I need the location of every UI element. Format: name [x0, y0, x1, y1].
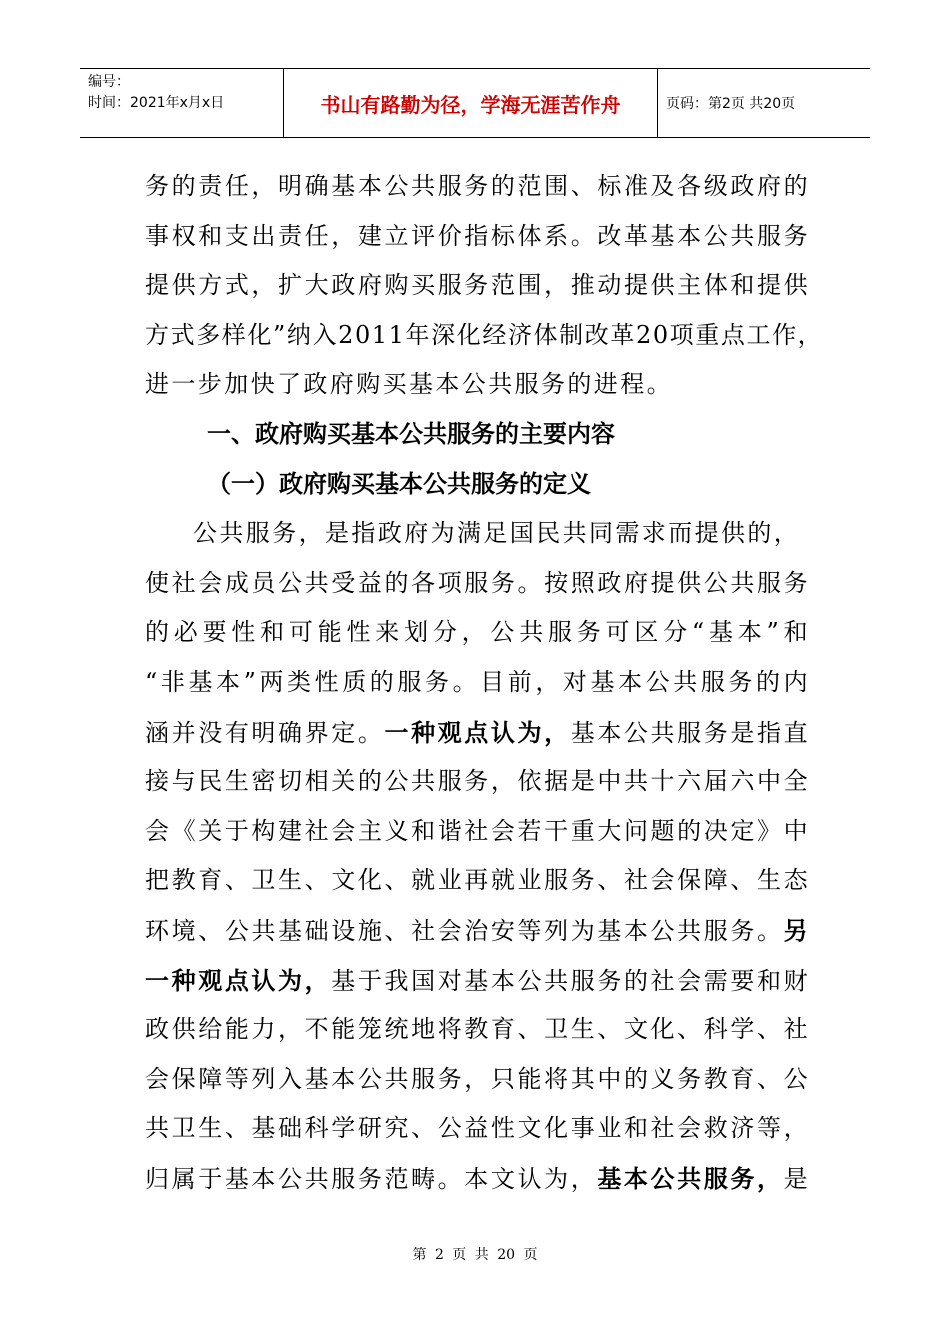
body-line: 提供方式，扩大政府购买服务范围，推动提供主体和提供: [145, 271, 810, 300]
body-line: 事权和支出责任，建立评价指标体系。改革基本公共服务: [145, 221, 810, 250]
body-line: 务的责任，明确基本公共服务的范围、标准及各级政府的: [145, 172, 810, 200]
body-line: 的必要性和可能性来划分，公共服务可区分“基本”和: [145, 618, 810, 647]
emphasis-text: 基本公共服务，: [597, 1163, 784, 1193]
body-line: 一种观点认为，基于我国对基本公共服务的社会需要和财: [145, 965, 810, 995]
emphasis-text: 一种观点认为，: [145, 965, 332, 995]
body-line: 会《关于构建社会主义和谐社会若干重大问题的决定》中: [145, 816, 810, 845]
body-line: 涵并没有明确界定。一种观点认为，基本公共服务是指直: [145, 717, 810, 747]
section-heading: 一、政府购买基本公共服务的主要内容: [207, 419, 615, 448]
body-line: 环境、公共基础设施、社会治安等列为基本公共服务。另: [145, 915, 810, 945]
emphasis-text: 另: [783, 915, 810, 945]
body-line: 把教育、卫生、文化、就业再就业服务、社会保障、生态: [145, 866, 810, 895]
body-line: 会保障等列入基本公共服务，只能将其中的义务教育、公: [145, 1064, 810, 1093]
document-time-label: 时间：2021年x月x日: [88, 95, 225, 111]
header-page-info: 页码：第2页 共20页: [666, 96, 796, 112]
header-table: [80, 68, 870, 138]
body-line: 政供给能力，不能笼统地将教育、卫生、文化、科学、社: [145, 1015, 810, 1044]
body-line: 共卫生、基础科学研究、公益性文化事业和社会救济等，: [145, 1114, 810, 1143]
body-line: 归属于基本公共服务范畴。本文认为，基本公共服务，是: [145, 1163, 810, 1193]
body-line: 公共服务，是指政府为满足国民共同需求而提供的，: [193, 519, 801, 548]
body-line: 进一步加快了政府购买基本公共服务的进程。: [145, 370, 673, 399]
document-number-label: 编号：: [88, 74, 130, 90]
page-footer: 第 2 页 共 20 页: [412, 1247, 538, 1263]
body-line: 使社会成员公共受益的各项服务。按照政府提供公共服务: [145, 568, 810, 597]
body-line: “非基本”两类性质的服务。目前，对基本公共服务的内: [145, 667, 810, 696]
header-left-cell: [80, 69, 284, 137]
header-motto: 书山有路勤为径，学海无涯苦作舟: [284, 69, 658, 137]
body-line: 方式多样化”纳入2011年深化经济体制改革20项重点工作，: [145, 320, 824, 349]
subsection-heading: （一）政府购买基本公共服务的定义: [207, 469, 591, 498]
document-body: [145, 162, 824, 1203]
body-line: 接与民生密切相关的公共服务，依据是中共十六届六中全: [145, 767, 810, 796]
emphasis-text: 一种观点认为，: [384, 717, 571, 747]
